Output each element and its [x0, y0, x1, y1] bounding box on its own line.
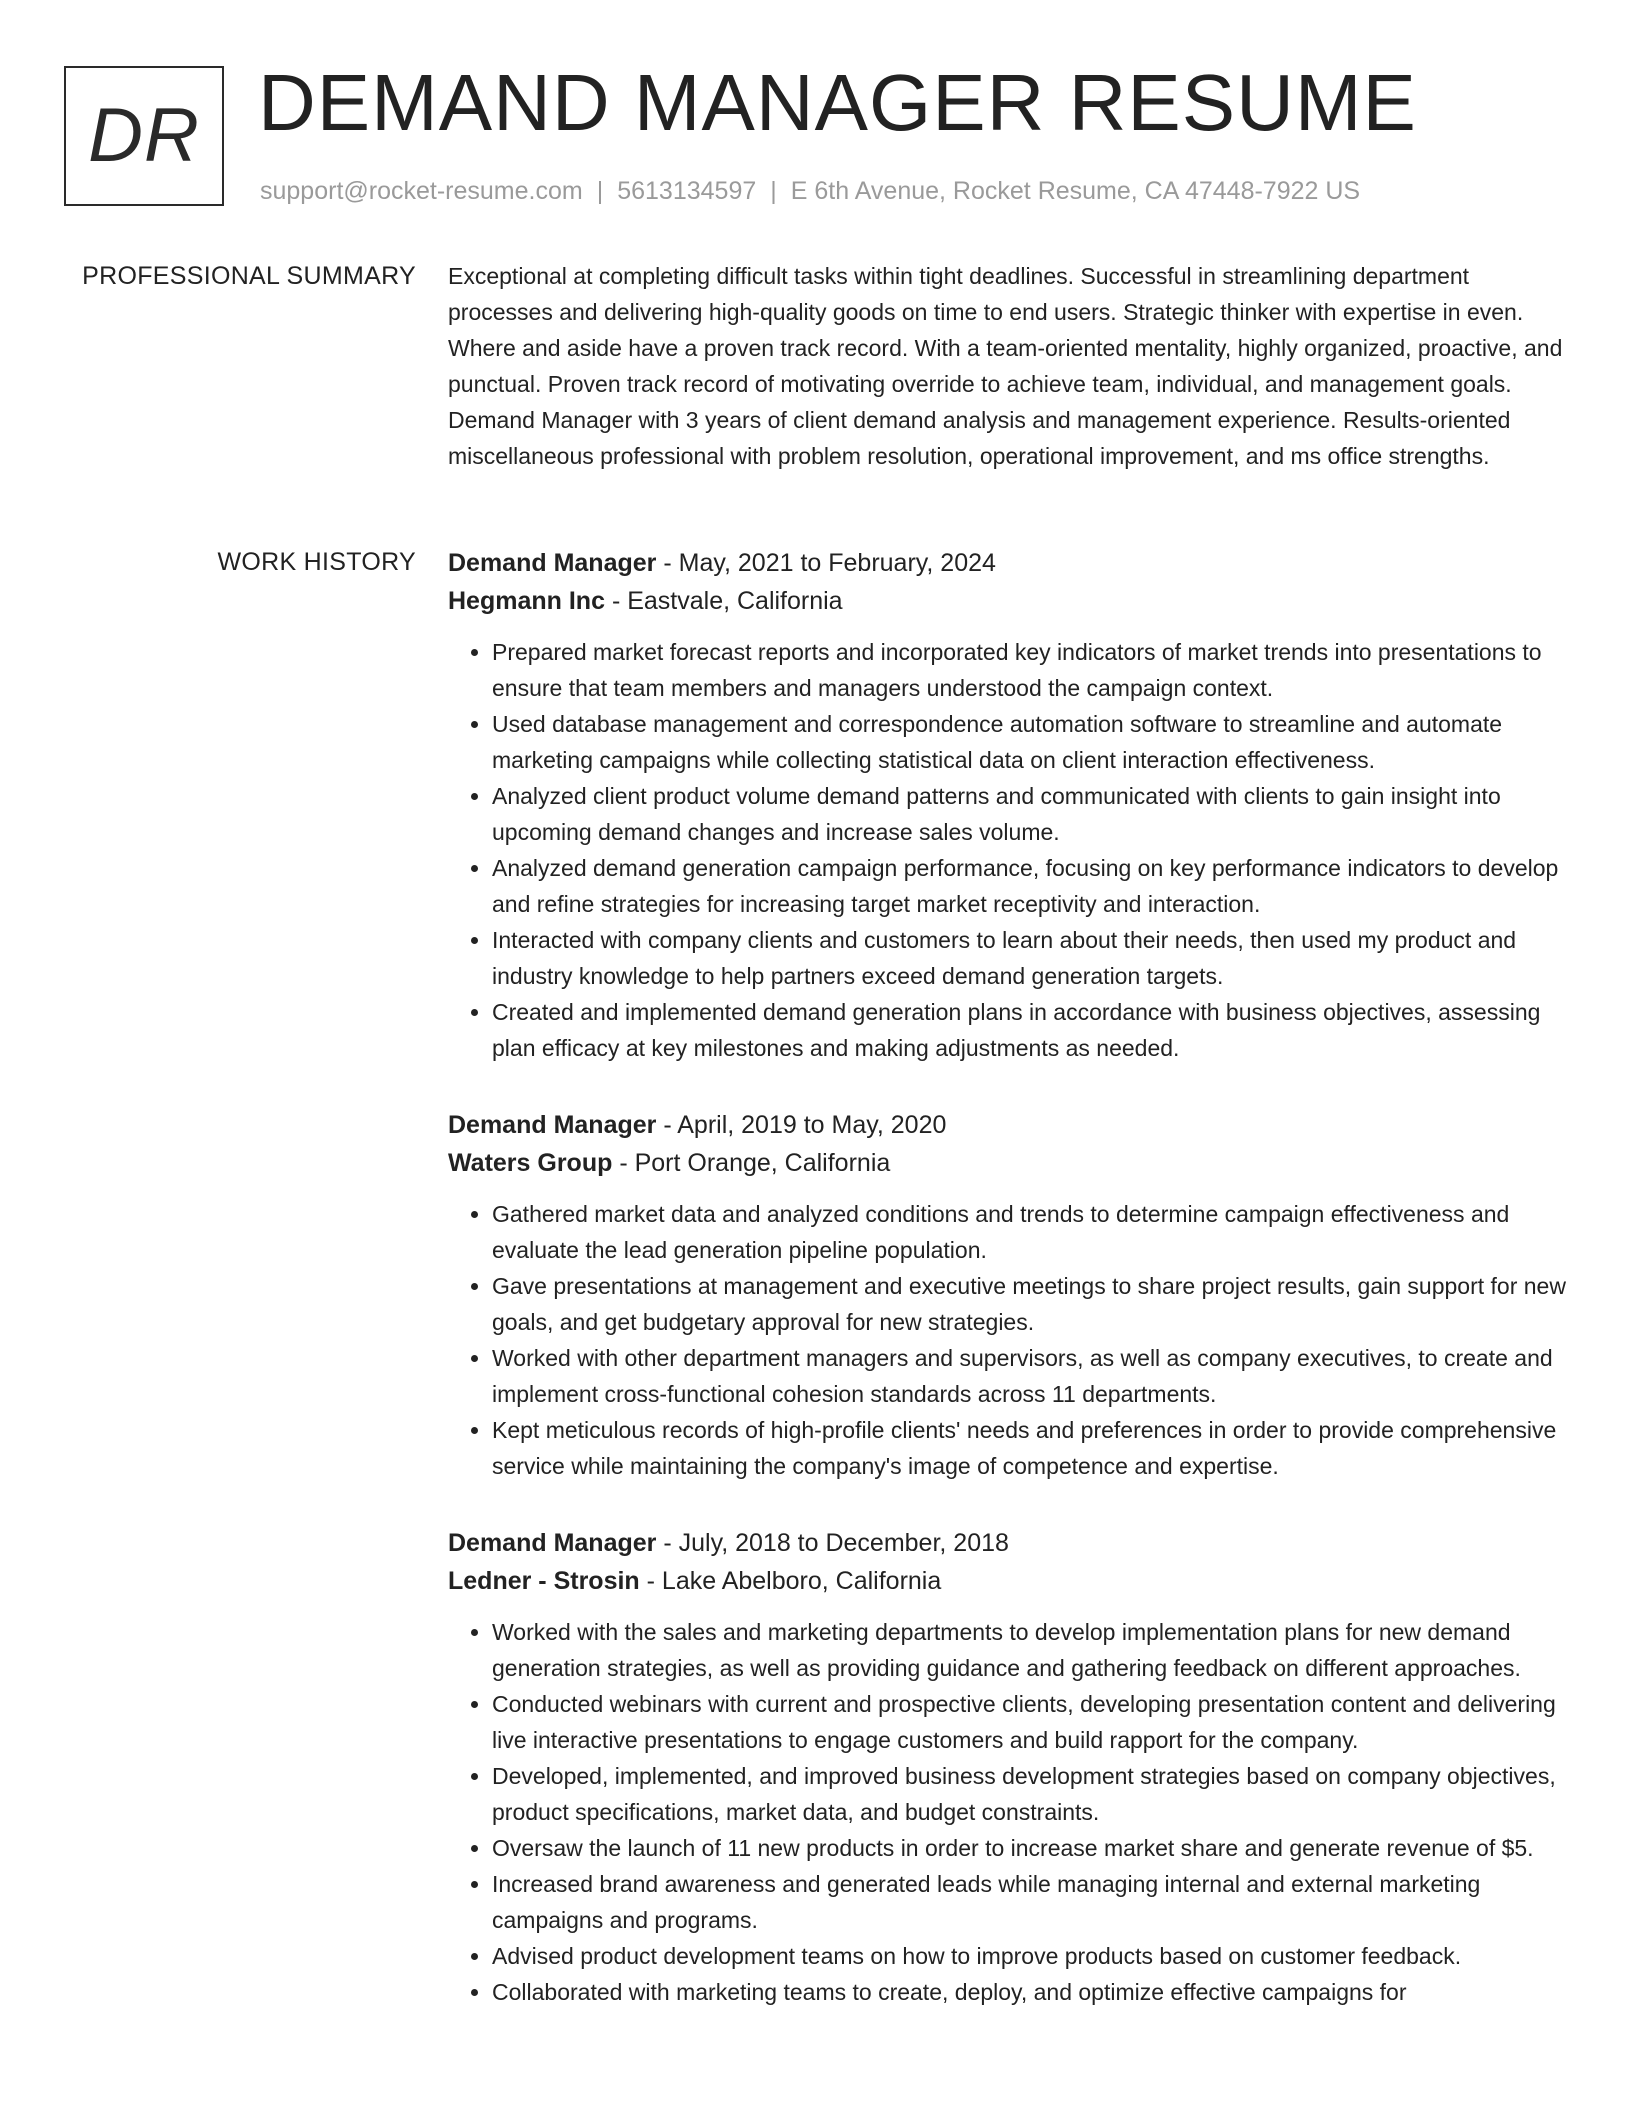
job-duty: • Conducted webinars with current and prospective clients, developing presentation content and delivering live interactive presentations to engage customers and build rapport for the company. [492, 1686, 1568, 1758]
contact-address: E 6th Avenue, Rocket Resume, CA 47448-7922 US [790, 177, 1361, 205]
work-history-label: WORK HISTORY [217, 548, 416, 576]
job-company: Hegmann Inc [448, 587, 605, 615]
job-location: - Port Orange, California [619, 1149, 891, 1177]
job-duty: • Analyzed client product volume demand patterns and communicated with clients to gain insight into upcoming demand changes and increase sales volume. [492, 778, 1568, 850]
job-duty: • Collaborated with marketing teams to create, deploy, and optimize effective campaigns for [492, 1974, 1568, 2010]
job-duty: • Kept meticulous records of high-profile clients' needs and preferences in order to provide comprehensive service while maintaining the company's image of competence and expertise. [492, 1412, 1568, 1484]
job-duties-list [448, 1614, 1568, 2010]
job-location: - Eastvale, California [611, 587, 843, 615]
job-title-line [448, 1524, 1568, 1562]
job-duties-list [448, 1196, 1568, 1484]
job-duties-list [448, 634, 1568, 1066]
summary-label: PROFESSIONAL SUMMARY [82, 262, 416, 290]
job-title: Demand Manager [448, 1529, 657, 1557]
job-dates: - July, 2018 to December, 2018 [663, 1529, 1009, 1557]
job-company: Waters Group [448, 1149, 613, 1177]
contact-line [260, 174, 1360, 208]
job-entry [448, 1524, 1568, 2010]
job-duty: • Worked with the sales and marketing departments to develop implementation plans for new demand generation strategies, as well as providing guidance and gathering feedback on different approaches. [492, 1614, 1568, 1686]
job-duty: • Analyzed demand generation campaign performance, focusing on key performance indicators to develop and refine strategies for increasing target market receptivity and interaction. [492, 850, 1568, 922]
job-entry [448, 1106, 1568, 1484]
job-title: Demand Manager [448, 549, 657, 577]
job-duty: • Gave presentations at management and executive meetings to share project results, gain support for new goals, and get budgetary approval for new strategies. [492, 1268, 1568, 1340]
job-duty: • Used database management and correspondence automation software to streamline and automate marketing campaigns while collecting statistical data on client interaction effectiveness. [492, 706, 1568, 778]
job-dates: - May, 2021 to February, 2024 [663, 549, 996, 577]
job-title-line [448, 1106, 1568, 1144]
job-duty: • Advised product development teams on how to improve products based on customer feedback. [492, 1938, 1568, 1974]
job-title: Demand Manager [448, 1111, 657, 1139]
job-entry [448, 544, 1568, 1066]
job-duty: • Created and implemented demand generation plans in accordance with business objectives, assessing plan efficacy at key milestones and making adjustments as needed. [492, 994, 1568, 1066]
job-duty: • Oversaw the launch of 11 new products in order to increase market share and generate revenue of $5. [492, 1830, 1568, 1866]
contact-phone: 5613134597 [617, 177, 757, 205]
job-location: - Lake Abelboro, California [646, 1567, 942, 1595]
summary-text: Exceptional at completing difficult tasks within tight deadlines. Successful in streamlining department processes and delivering high-quality goods on time to end users. Strategic thinker with expertise in even. Where and aside have a proven track record. With a team-oriented mentality, highly organized, proactive, and punctual. Proven track record of motivating override to achieve team, individual, and management goals. Demand Manager with 3 years of client demand analysis and management experience. Results-oriented miscellaneous professional with problem resolution, operational improvement, and ms office strengths. [448, 263, 1563, 469]
job-duty: • Worked with other department managers and supervisors, as well as company executives, to create and implement cross-functional cohesion standards across 11 departments. [492, 1340, 1568, 1412]
job-duty: • Increased brand awareness and generated leads while managing internal and external marketing campaigns and programs. [492, 1866, 1568, 1938]
job-duty: • Gathered market data and analyzed conditions and trends to determine campaign effectiveness and evaluate the lead generation pipeline population. [492, 1196, 1568, 1268]
job-company-line [448, 1144, 1568, 1182]
monogram-logo [64, 66, 224, 206]
job-company-line [448, 1562, 1568, 1600]
contact-email: support@rocket-resume.com [260, 177, 583, 205]
job-duty: • Developed, implemented, and improved business development strategies based on company objectives, product specifications, market data, and budget constraints. [492, 1758, 1568, 1830]
job-title-line [448, 544, 1568, 582]
job-dates: - April, 2019 to May, 2020 [663, 1111, 947, 1139]
job-company: Ledner - Strosin [448, 1567, 640, 1595]
resume-title: DEMAND MANAGER RESUME [258, 58, 1417, 147]
contact-separator: | [770, 177, 777, 205]
job-company-line [448, 582, 1568, 620]
job-duty: • Prepared market forecast reports and incorporated key indicators of market trends into presentations to ensure that team members and managers understood the campaign context. [492, 634, 1568, 706]
contact-separator: | [596, 177, 604, 205]
job-duty: • Interacted with company clients and customers to learn about their needs, then used my product and industry knowledge to help partners exceed demand generation targets. [492, 922, 1568, 994]
monogram-initials: DR [88, 93, 200, 178]
